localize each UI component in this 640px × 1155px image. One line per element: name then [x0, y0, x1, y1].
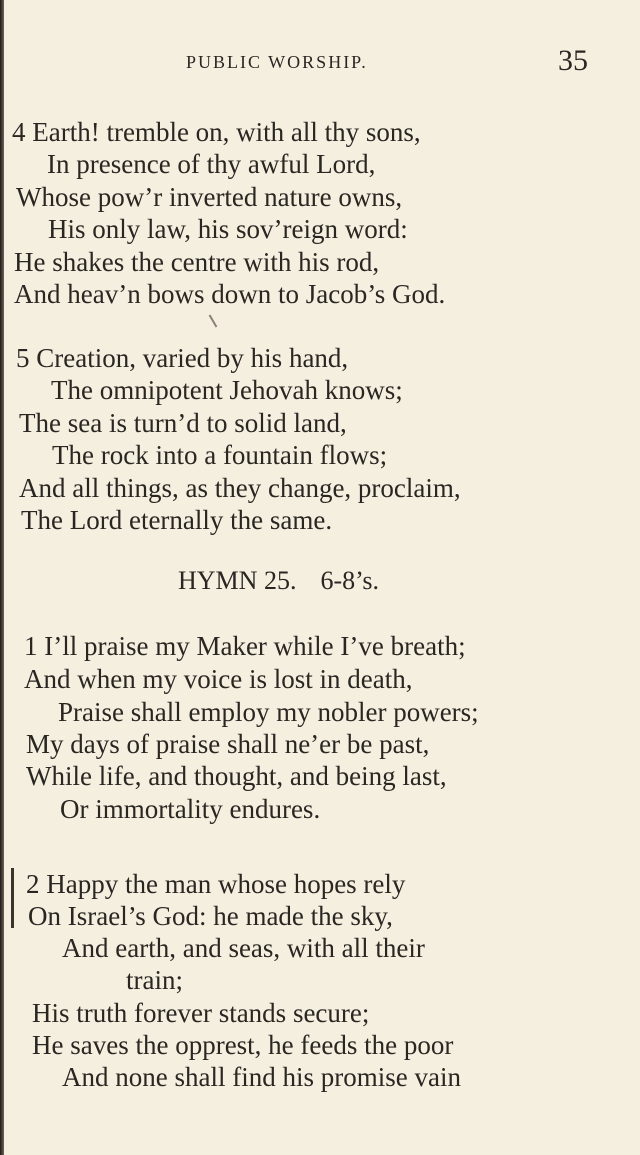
hymn-meter: 6-8’s. [320, 566, 379, 595]
verse-line: And earth, and seas, with all their [62, 933, 425, 963]
verse-line: The omnipotent Jehovah knows; [51, 375, 403, 405]
verse-line: 1 I’ll praise my Maker while I’ve breath; [24, 631, 466, 661]
verse-line: And when my voice is lost in death, [24, 664, 413, 694]
verse-line: His truth forever stands secure; [32, 998, 370, 1028]
verse-line: On Israel’s God: he made the sky, [28, 901, 393, 931]
margin-rule [11, 868, 14, 928]
verse-line: He shakes the centre with his rod, [14, 247, 380, 277]
verse-line: Whose pow’r inverted nature owns, [16, 182, 403, 212]
verse-line: And none shall find his promise vain [62, 1062, 461, 1092]
verse-line: While life, and thought, and being last, [26, 761, 447, 791]
verse-line: My days of praise shall ne’er be past, [26, 729, 430, 759]
hymn-title: HYMN 25. [178, 566, 297, 595]
verse-line: The sea is turn’d to solid land, [19, 408, 347, 438]
verse-line: In presence of thy awful Lord, [47, 149, 376, 179]
verse-line: And all things, as they change, proclaim, [19, 473, 461, 503]
verse-line: train; [126, 965, 183, 995]
verse-line: Praise shall employ my nobler powers; [58, 697, 479, 727]
verse-line: 4 Earth! tremble on, with all thy sons, [12, 117, 421, 147]
page-number: 35 [558, 44, 588, 77]
page-binding-edge [0, 0, 4, 1155]
verse-line: His only law, his sov’reign word: [48, 214, 408, 244]
running-head: PUBLIC WORSHIP. [186, 52, 368, 72]
verse-line: 2 Happy the man whose hopes rely [26, 869, 406, 899]
verse-line: Or immortality endures. [60, 794, 321, 824]
verse-line: And heav’n bows down to Jacob’s God. [14, 279, 446, 309]
hymn-heading [178, 566, 379, 596]
printer-mark [209, 314, 218, 327]
verse-line: The Lord eternally the same. [21, 505, 333, 535]
verse-line: The rock into a fountain flows; [52, 440, 388, 470]
verse-line: He saves the opprest, he feeds the poor [32, 1030, 454, 1060]
verse-line: 5 Creation, varied by his hand, [16, 343, 349, 373]
